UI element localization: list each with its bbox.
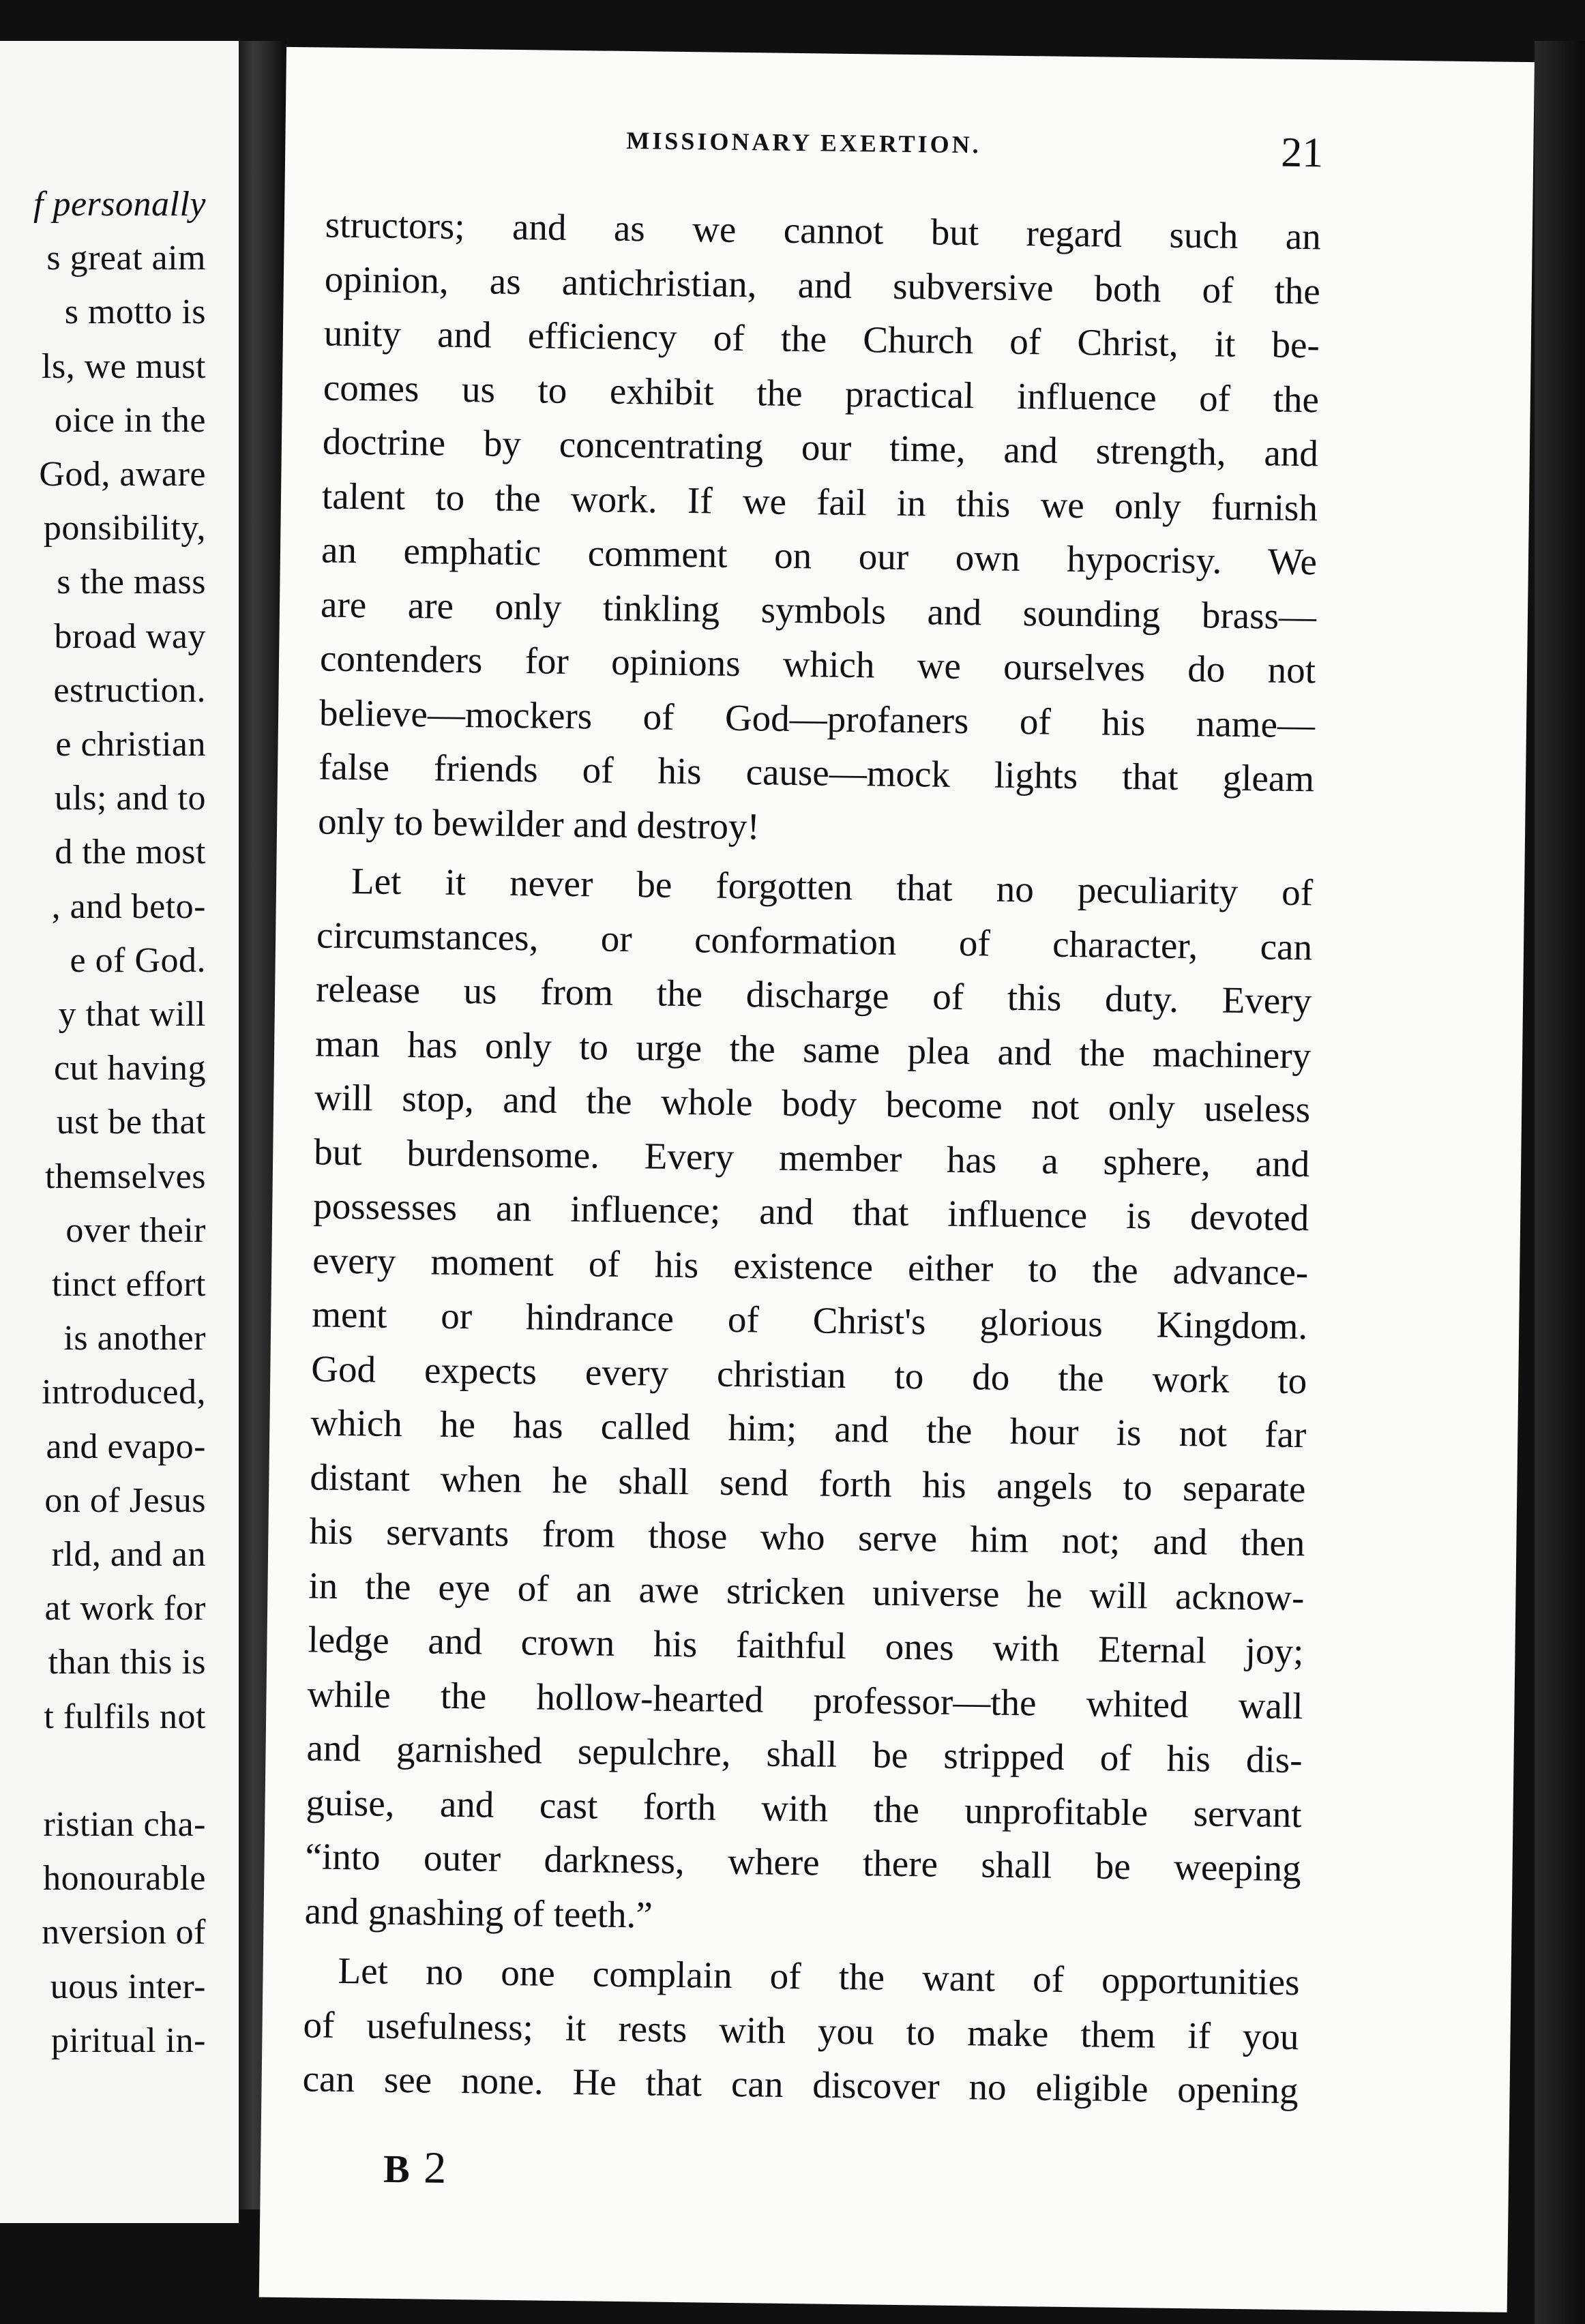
left-page-line: cut having [53, 1049, 206, 1088]
text-line: talent to the work. If we fail in this we only furnish [321, 475, 1318, 528]
left-page-line: uous inter- [50, 1967, 206, 2006]
left-page-line: , and beto- [51, 887, 206, 926]
text-line: circumstances, or conformation of character, can [316, 913, 1313, 968]
left-page-line: e christian [55, 725, 206, 764]
paragraph [304, 853, 1313, 1950]
text-line: Let no one complain of the want of opportunities [338, 1949, 1300, 2003]
left-page-line: over their [65, 1210, 206, 1250]
left-page-line: rld, and an [51, 1535, 206, 1574]
left-page-line: themselves [44, 1157, 206, 1196]
text-line: doctrine by concentrating our time, and strength, and [322, 420, 1319, 475]
text-line: believe—mockers of God—profaners of his name— [319, 691, 1316, 745]
text-line: only to bewilder and destroy! [317, 799, 760, 847]
text-line: “into outer darkness, where there shall be weeping [305, 1835, 1301, 1890]
left-page-line: ponsibility, [43, 509, 206, 548]
text-line: God expects every christian to do the work to [311, 1347, 1307, 1401]
left-page-line: ristian cha- [43, 1805, 206, 1844]
left-page-line: piritual in- [51, 2021, 206, 2060]
text-line: release us from the discharge of this duty. Every [315, 968, 1312, 1022]
left-page-line: honourable [43, 1859, 206, 1898]
text-line: are are only tinkling symbols and sounding brass— [320, 582, 1317, 637]
page-edge-shadow [1535, 41, 1585, 2324]
left-page-line: ls, we must [42, 346, 206, 386]
text-line: but burdensome. Every member has a sphere, and [313, 1130, 1310, 1185]
left-page-line: and evapo- [46, 1427, 206, 1466]
text-line: in the eye of an awe stricken universe he will acknow- [308, 1564, 1305, 1618]
page-number: 21 [1280, 129, 1324, 177]
running-head-title: MISSIONARY EXERTION. [626, 126, 981, 159]
text-line: and garnished sepulchre, shall be stripped of his dis- [306, 1727, 1303, 1781]
left-page-line: than this is [48, 1643, 206, 1682]
left-page-line: introduced, [42, 1373, 206, 1412]
text-line: every moment of his existence either to the advance- [312, 1238, 1309, 1293]
right-page [259, 47, 1535, 2312]
text-line: an emphatic comment on our own hypocrisy. We [321, 528, 1318, 583]
left-page-line: ust be that [56, 1103, 206, 1142]
left-page-line: broad way [54, 616, 206, 656]
paragraph [318, 198, 1322, 861]
signature-letter: B [383, 2146, 411, 2192]
left-page-line: God, aware [39, 455, 206, 494]
text-line: distant when he shall send forth his angels to separate [310, 1455, 1306, 1510]
left-page-line: s great aim [46, 239, 206, 278]
body-text [302, 198, 1321, 2118]
running-head [285, 122, 1534, 185]
signature-mark [383, 2142, 447, 2194]
left-page-line: s the mass [57, 563, 206, 602]
left-page-line: uls; and to [54, 779, 206, 818]
text-line: while the hollow-hearted professor—the whited wall [307, 1672, 1303, 1727]
left-page-line: y that will [58, 995, 206, 1034]
text-line: ment or hindrance of Christ's glorious Kingdom. [311, 1293, 1308, 1347]
text-line: ledge and crown his faithful ones with Eternal joy; [308, 1618, 1304, 1673]
left-page-line: estruction. [53, 670, 206, 710]
text-line: of usefulness; it rests with you to make them if you [303, 2003, 1299, 2057]
text-line: his servants from those who serve him not; and then [309, 1510, 1305, 1564]
text-line: Let it never be forgotten that no peculiarity of [351, 860, 1314, 914]
text-line: possesses an influence; and that influence is devoted [312, 1185, 1309, 1239]
text-line: guise, and cast forth with the unprofitable servant [306, 1781, 1302, 1835]
left-page-line: is another [63, 1319, 206, 1358]
text-line: man has only to urge the same plea and the machinery [314, 1022, 1312, 1076]
left-page-line: f personally [33, 185, 206, 224]
signature-number: 2 [423, 2143, 447, 2193]
left-page-line: e of God. [70, 940, 206, 980]
left-page-line: tinct effort [52, 1265, 206, 1304]
text-line: comes us to exhibit the practical influence of the [323, 366, 1320, 420]
left-page-fragment [0, 41, 239, 2223]
text-line: will stop, and the whole body become not only useless [314, 1076, 1311, 1131]
left-page-line: s motto is [64, 293, 206, 332]
text-line: which he has called him; and the hour is not far [310, 1401, 1307, 1456]
left-page-line: oice in the [54, 400, 206, 440]
text-line: unity and efficiency of the Church of Christ, it be- [323, 312, 1320, 366]
paragraph [302, 1943, 1300, 2117]
text-line: and gnashing of teeth.” [304, 1889, 653, 1936]
left-page-line: at work for [44, 1589, 206, 1628]
text-line: false friends of his cause—mock lights that gleam [318, 745, 1315, 800]
left-page-line: d the most [55, 833, 206, 872]
text-line: opinion, as antichristian, and subversive both of the [324, 258, 1321, 312]
left-page-line: nversion of [42, 1913, 206, 1952]
text-line: contenders for opinions which we ourselves do not [319, 637, 1316, 691]
text-line: can see none. He that can discover no eligible opening [302, 2057, 1299, 2112]
left-page-line: on of Jesus [44, 1480, 206, 1520]
text-line: structors; and as we cannot but regard such an [325, 203, 1322, 258]
left-page-line: t fulfils not [44, 1697, 206, 1736]
